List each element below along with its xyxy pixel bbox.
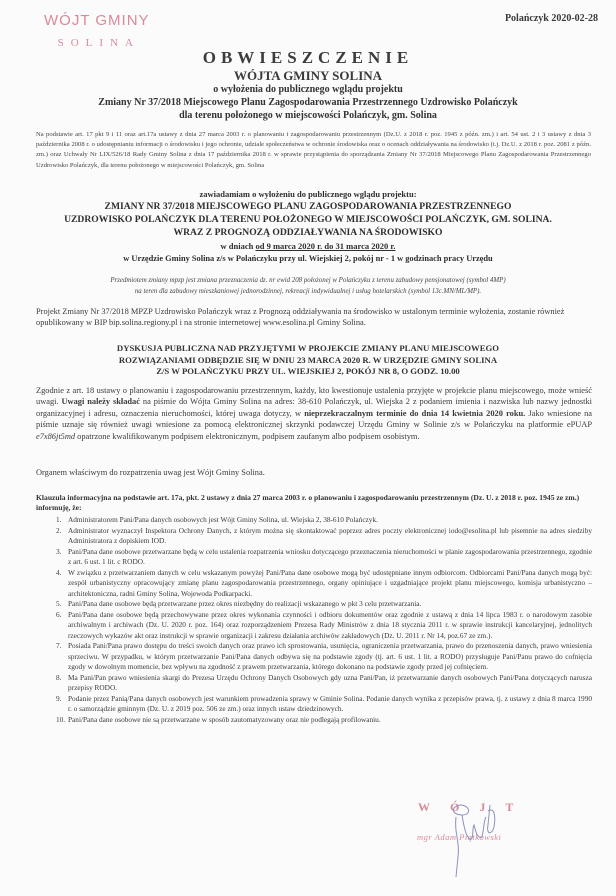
signature-stamp-name: mgr Adam Piątkowski [417,832,502,842]
public-discussion [0,343,616,378]
document-subtitle: WÓJTA GMINY SOLINA [233,68,383,83]
handwritten-signature-icon [440,797,510,882]
notice-caps-3: WRAZ Z PROGNOZĄ ODDZIAŁYWANIA NA ŚRODOWISKO [173,227,443,238]
change-subject [30,275,586,297]
notice-place: w Urzędzie Gminy Solina z/s w Polańczyku przy ul. Wiejskiej 2, pokój nr - 1 w godzinach pracy Urzędu [123,254,493,263]
header-line-5: dla terenu położonego w miejscowości Polańczyk, gm. Solina [179,110,437,121]
remarks-paragraph [36,385,592,442]
list-item: 3. Pani/Pana dane osobowe przetwarzane będą w celu ustalenia rozpatrzenia wniosku dotyczącego przeznaczenia nieruchomości w planie zagospodarowania przestrzennego, zgodnie z art. 6 ust. 1 lit. c RODO. [56,546,592,566]
information-clause-heading: Klauzula informacyjna na podstawie art. 17a, pkt. 2 ustawy z dnia 27 marca 2003 r. o planowaniu i zagospodarowaniu przestrzennym (Dz. U. z 2018 r. poz. 1945 ze zm.) informuję, że: [36,493,580,513]
list-item: 6. Pani/Pana dane osobowe będą przechowywane przez okres wykonania czynności i odbioru dokumentów oraz zgodnie z ustawą z dnia 14 lipca 1983 r. o narodowym zasobie archiwalnym i archiwach (Dz. U. 2020 r. poz. 164) oraz rozporządzeniem Prezesa Rady Ministrów z dnia 18 stycznia 2011 r. w sprawie instrukcji kancelaryjnej, jednolitych rzeczowych wykazów akt oraz instrukcji w sprawie organizacji i zakresu działania archiwów zakładowych (Dz. U. 2011 r. Nr 14, poz.67 ze zm.). [56,609,592,640]
project-publication-paragraph: Projekt Zmiany Nr 37/2018 MPZP Uzdrowisko Polańczyk wraz z Prognozą oddziaływania na środowisko w ustalonym terminie wyłożenia, zostanie również opublikowany w BIP bip.solina.regiony.pl i na stronie internetowej www.esolina.pl Gminy Solina. [36,307,565,327]
dates-prefix: w dniach [220,241,256,251]
header-line-4: Zmiany Nr 37/2018 Miejscowego Planu Zagospodarowania Przestrzennego Uzdrowisko Polańczyk [98,97,518,108]
list-item: 8. Ma Pani/Pan prawo wniesienia skargi do Prezesa Urzędu Ochrony Danych Osobowych gdy uzna Pani/Pan, iż przetwarzanie danych osobowych Pani/Pana dotyczących narusza przepisy RODO. [56,672,592,692]
dates-range: od 9 marca 2020 r. do 31 marca 2020 r. [255,241,396,251]
remarks-text-4: opatrzone kwalifikowanym podpisem elektronicznym, podpisem zaufanym albo podpisem osobistym. [75,431,420,441]
subject-line-2: na teren dla zabudowy mieszkaniowej jednorodzinnej, rekreacji indywidualnej i usług hotelarskich (symbol 13c.MN/ML/MP). [134,288,482,295]
notice-lead: zawiadamiam o wyłożeniu do publicznego wglądu projektu: [199,189,417,199]
remarks-text-2: na piśmie do Wójta Gminy Solina na adres: 38-610 Polańczyk, ul. Wiejska 2 z podaniem imienia i nazwiska lub nazwy jednostki organizacyjnej i adresu, oznaczenia nieruchomości, której uwaga dotyczy, w [36,397,593,418]
office-stamp [44,12,150,49]
signature-stamp-title: WÓJT [418,800,534,814]
subject-line-1: Przedmiotem zmiany mpzp jest zmiana przeznaczenia dz. nr ewid 208 położonej w Polańczyku z terenu zabudowy pensjonatowej (symbol 4MP) [110,277,506,284]
notice-caps-2: UZDROWISKO POLAŃCZYK DLA TERENU POŁOŻONEGO W MIEJSCOWOŚCI POLAŃCZYK, GM. SOLINA. [64,214,552,225]
document-title: OBWIESZCZENIE [202,48,414,67]
list-item: 7. Posiada Pani/Pana prawo dostępu do treści swoich danych oraz prawo ich sprostowania, usunięcia, ograniczenia przetwarzania, prawo do przenoszenia danych, prawo wniesienia sprzeciwu. W przypadku, w którym przetwarzanie Pani/Pana danych odbywa się na podstawie zgody (tj. art. 6 ust. 1 lit. a RODO) przysługuje Pani/Panu prawo do cofnięcia zgody w dowolnym momencie, bez wpływu na zgodność z prawem przetwarzania, którego dokonano na podstawie zgody przed jej cofnięciem. [56,641,592,671]
remarks-text-1: Zgodnie z art. 18 ustawy o planowaniu i zagospodarowaniu przestrzennym, każdy, kto kwestionuje ustalenia przyjęte w projekcie planu miejscowego, może wnieść uwagi. [36,386,592,407]
legal-basis-paragraph: Na podstawie art. 17 pkt 9 i 11 oraz art.17a ustawy z dnia 27 marca 2003 r. o planowaniu i zagospodarowaniu przestrzennym (Dz.U. z 2018 r. poz. 1945 z późn. zm.) i art. 54 ust. 2 i 3 ustawy z dnia 3 października 2008 r. o udostępnianiu informacji o środowisku i jego ochronie, udziale społeczeństwa w ochronie środowiska oraz o ocenach oddziaływania na środowisko (t.j. Dz.U. z 2018 r. poz. 2081 z późn. zm.) oraz Uchwały Nr LIX/526/18 Rady Gminy Solina z dnia 17 października 2018 r. w sprawie przystąpienia do sporządzania Zmiany Nr 37/2018 Miejscowego Planu Zagospodarowania Przestrzennego Uzdrowisko Polańczyk, dla terenu położonego w miejscowości Polańczyk, gm. Solina [36,131,591,169]
remarks-deadline: nieprzekraczalnym terminie do dnia 14 kwietnia 2020 roku. [304,408,526,418]
header-line-3: o wyłożenia do publicznego wglądu projektu [213,84,403,95]
stamp-line-2: SOLINA [57,37,140,49]
list-item: 4. W związku z przetwarzaniem danych w celu wskazanym powyżej Pani/Pana dane osobowe mogą być udostępniane innym odbiorcom. Odbiorcami Pani/Pana danych mogą być: zespół urbanistyczny opracowujący zmianę planu zagospodarowania przestrzennego, organy opiniujące i uzgadniające projekt planu miejscowego, komisja urbanistyczno – architektoniczna, radni Gminy Solina, Wojewoda Podkarpacki. [56,567,592,598]
remarks-bold-1: Uwagi należy składać [61,397,140,407]
list-item: 9. Podanie przez Panią/Pana danych osobowych jest warunkiem prowadzenia sprawy w Gminie Solina. Podanie danych wynika z przepisów prawa, tj. z ustawy z dnia 8 marca 1990 r. o samorządzie gminnym (Dz. U. z 2019 poz. 506 ze zm.) oraz innych ustaw dziedzinowych. [56,693,592,713]
stamp-line-1: WÓJT GMINY [44,12,150,29]
notice-caps-1: ZMIANY NR 37/2018 MIEJSCOWEGO PLANU ZAGOSPODAROWANIA PRZESTRZENNEGO [104,201,512,212]
list-item: 5. Pani/Pana dane osobowe będą przetwarzane przez okres niezbędny do realizacji wskazanego w pkt 3 celu przetwarzania. [56,599,422,608]
epuap-address: e7x86jt5md [36,431,76,441]
signature-stamp [380,795,616,895]
list-item: 1. Administratorem Pani/Pana danych osobowych jest Wójt Gminy Solina, ul. Wiejska 2, 38-610 Polańczyk. [56,515,378,524]
notice-block [0,188,616,265]
remarks-text-3: Jako wniesione na piśmie uznaje się również uwagi wniesione za pomocą elektronicznej skrzynki podawczej Urzędu Gminy w Solinie z/s w Polańczyku na platformie ePUAP [36,408,593,430]
information-clause-list [36,515,592,725]
list-item: 2. Administrator wyznaczył Inspektora Ochrony Danych, z którym można się skontaktować poprzez adres poczty elektronicznej iodo@esolina.pl lub pisemnie na adres siedziby Administratora z dopiskiem IOD. [56,525,592,545]
notice-dates [0,239,616,253]
discussion-line-2: ROZWIĄZANIAMI ODBĘDZIE SIĘ W DNIU 23 MARCA 2020 R. W URZĘDZIE GMINY SOLINA [118,354,498,365]
authority-statement: Organem właściwym do rozpatrzenia uwag jest Wójt Gminy Solina. [36,468,265,477]
list-item: 10. Pani/Pana dane osobowe nie są przetwarzane w sposób zautomatyzowany oraz nie podlegają profilowaniu. [56,714,381,724]
discussion-line-1: DYSKUSJA PUBLICZNA NAD PRZYJĘTYMI W PROJEKCIE ZMIANY PLANU MIEJSCOWEGO [116,343,500,353]
document-date: Polańczyk 2020-02-28 [504,13,598,24]
document-header [0,48,616,122]
discussion-line-3: Z/S W POLAŃCZYKU PRZY UL. WIEJSKIEJ 2, POKÓJ NR 8, O GODZ. 10.00 [156,366,460,377]
